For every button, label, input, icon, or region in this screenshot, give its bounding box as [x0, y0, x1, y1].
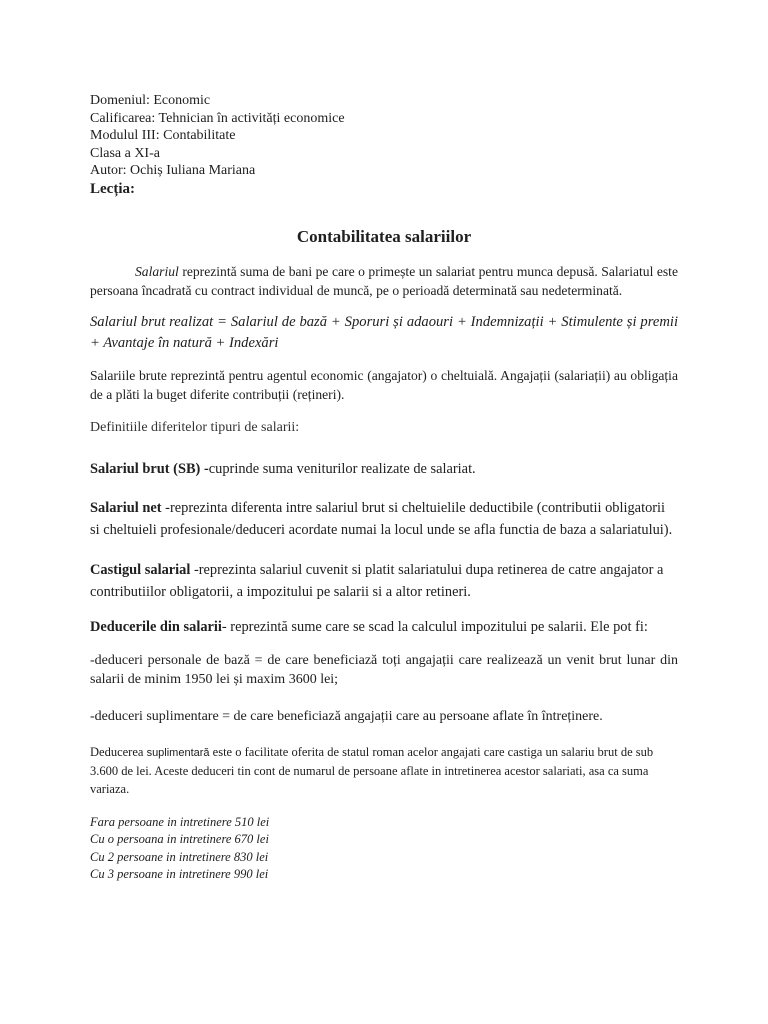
lesson-label: Lecția: [90, 180, 135, 197]
note-highlight: suplimentară [146, 746, 210, 759]
definition-text: cuprinde suma veniturilor realizate de salariat. [208, 460, 476, 477]
list-item: Cu o persoana in intretinere 670 lei [90, 832, 269, 847]
intro-term: Salariul [135, 263, 179, 279]
document-header [90, 92, 678, 198]
header-qualification: Calificarea: Tehnician în activități economice [90, 110, 345, 126]
definition-salary-earnings [90, 560, 678, 603]
dependants-list [90, 814, 678, 884]
gross-salary-formula: Salariul brut realizat = Salariul de bază + Sporuri și adaouri + Indemnizații + Stimulente și premii + Avantaje în natură + Indexări [90, 313, 678, 351]
note-lead: Deducerea [90, 744, 147, 759]
note-text: este o facilitate oferita de statul roman acelor angajati care castiga un salariu brut de sub 3.600 de lei. Aceste deduceri tin cont de numarul de persoane aflate in intretinerea acestor salariati, asa ca suma variaza. [90, 744, 654, 796]
definition-text: - reprezintă sume care se scad la calculul impozitului pe salarii. Ele pot fi: [221, 619, 648, 635]
header-domain: Domeniul: Economic [90, 93, 211, 108]
definition-term: Deducerile din salarii [90, 619, 222, 635]
definition-net-salary [90, 498, 678, 541]
header-class: Clasa a XI-a [90, 145, 160, 161]
list-item: Cu 2 persoane in intretinere 830 lei [90, 849, 269, 864]
definition-text: -reprezinta salariul cuvenit si platit salariatului dupa retinerea de catre angajator a contributiilor obligatorii, a impozitului pe salarii si a altor retineri. [90, 562, 664, 600]
document-title: Contabilitatea salariilor [296, 226, 472, 246]
definition-gross-salary [90, 459, 678, 481]
document-body [90, 92, 678, 884]
definition-term: Salariul net [90, 500, 162, 516]
header-author: Autor: Ochiș Iuliana Mariana [90, 163, 256, 178]
supplementary-deductions: -deduceri suplimentare = de care beneficiază angajații care au persoane aflate în întreținere. [90, 708, 603, 724]
definitions-intro: Definitiile diferitelor tipuri de salarii: [90, 419, 300, 435]
definition-term: Castigul salarial [90, 562, 191, 578]
supplementary-deduction-note [90, 743, 678, 798]
personal-deductions: -deduceri personale de bază = de care beneficiază toți angajații care realizează un venit brut lunar din salarii de minim 1950 lei și maxim 3600 lei; [90, 652, 678, 687]
intro-text: reprezintă suma de bani pe care o primește un salariat pentru munca depusă. Salariatul este persoana încadrată cu contract individual de muncă, pe o perioadă determinată sau nedeterminată. [90, 263, 678, 298]
definition-term: Salariul brut (SB) - [90, 460, 209, 477]
header-module: Modulul III: Contabilitate [90, 128, 236, 143]
intro-paragraph [90, 262, 678, 300]
definition-salary-deductions [90, 617, 678, 639]
gross-salary-note: Salariile brute reprezintă pentru agentul economic (angajator) o cheltuială. Angajații (salariații) au obligația de a plăti la buget diferite contribuții (rețineri). [90, 367, 678, 402]
list-item: Cu 3 persoane in intretinere 990 lei [90, 867, 269, 882]
definition-text: -reprezinta diferenta intre salariul brut si cheltuielile deductibile (contributii obligatorii si cheltuieli profesionale/deduceri acordate numai la locul unde se afla functia de baza a salariatului). [90, 500, 673, 538]
list-item: Fara persoane in intretinere 510 lei [90, 814, 270, 829]
